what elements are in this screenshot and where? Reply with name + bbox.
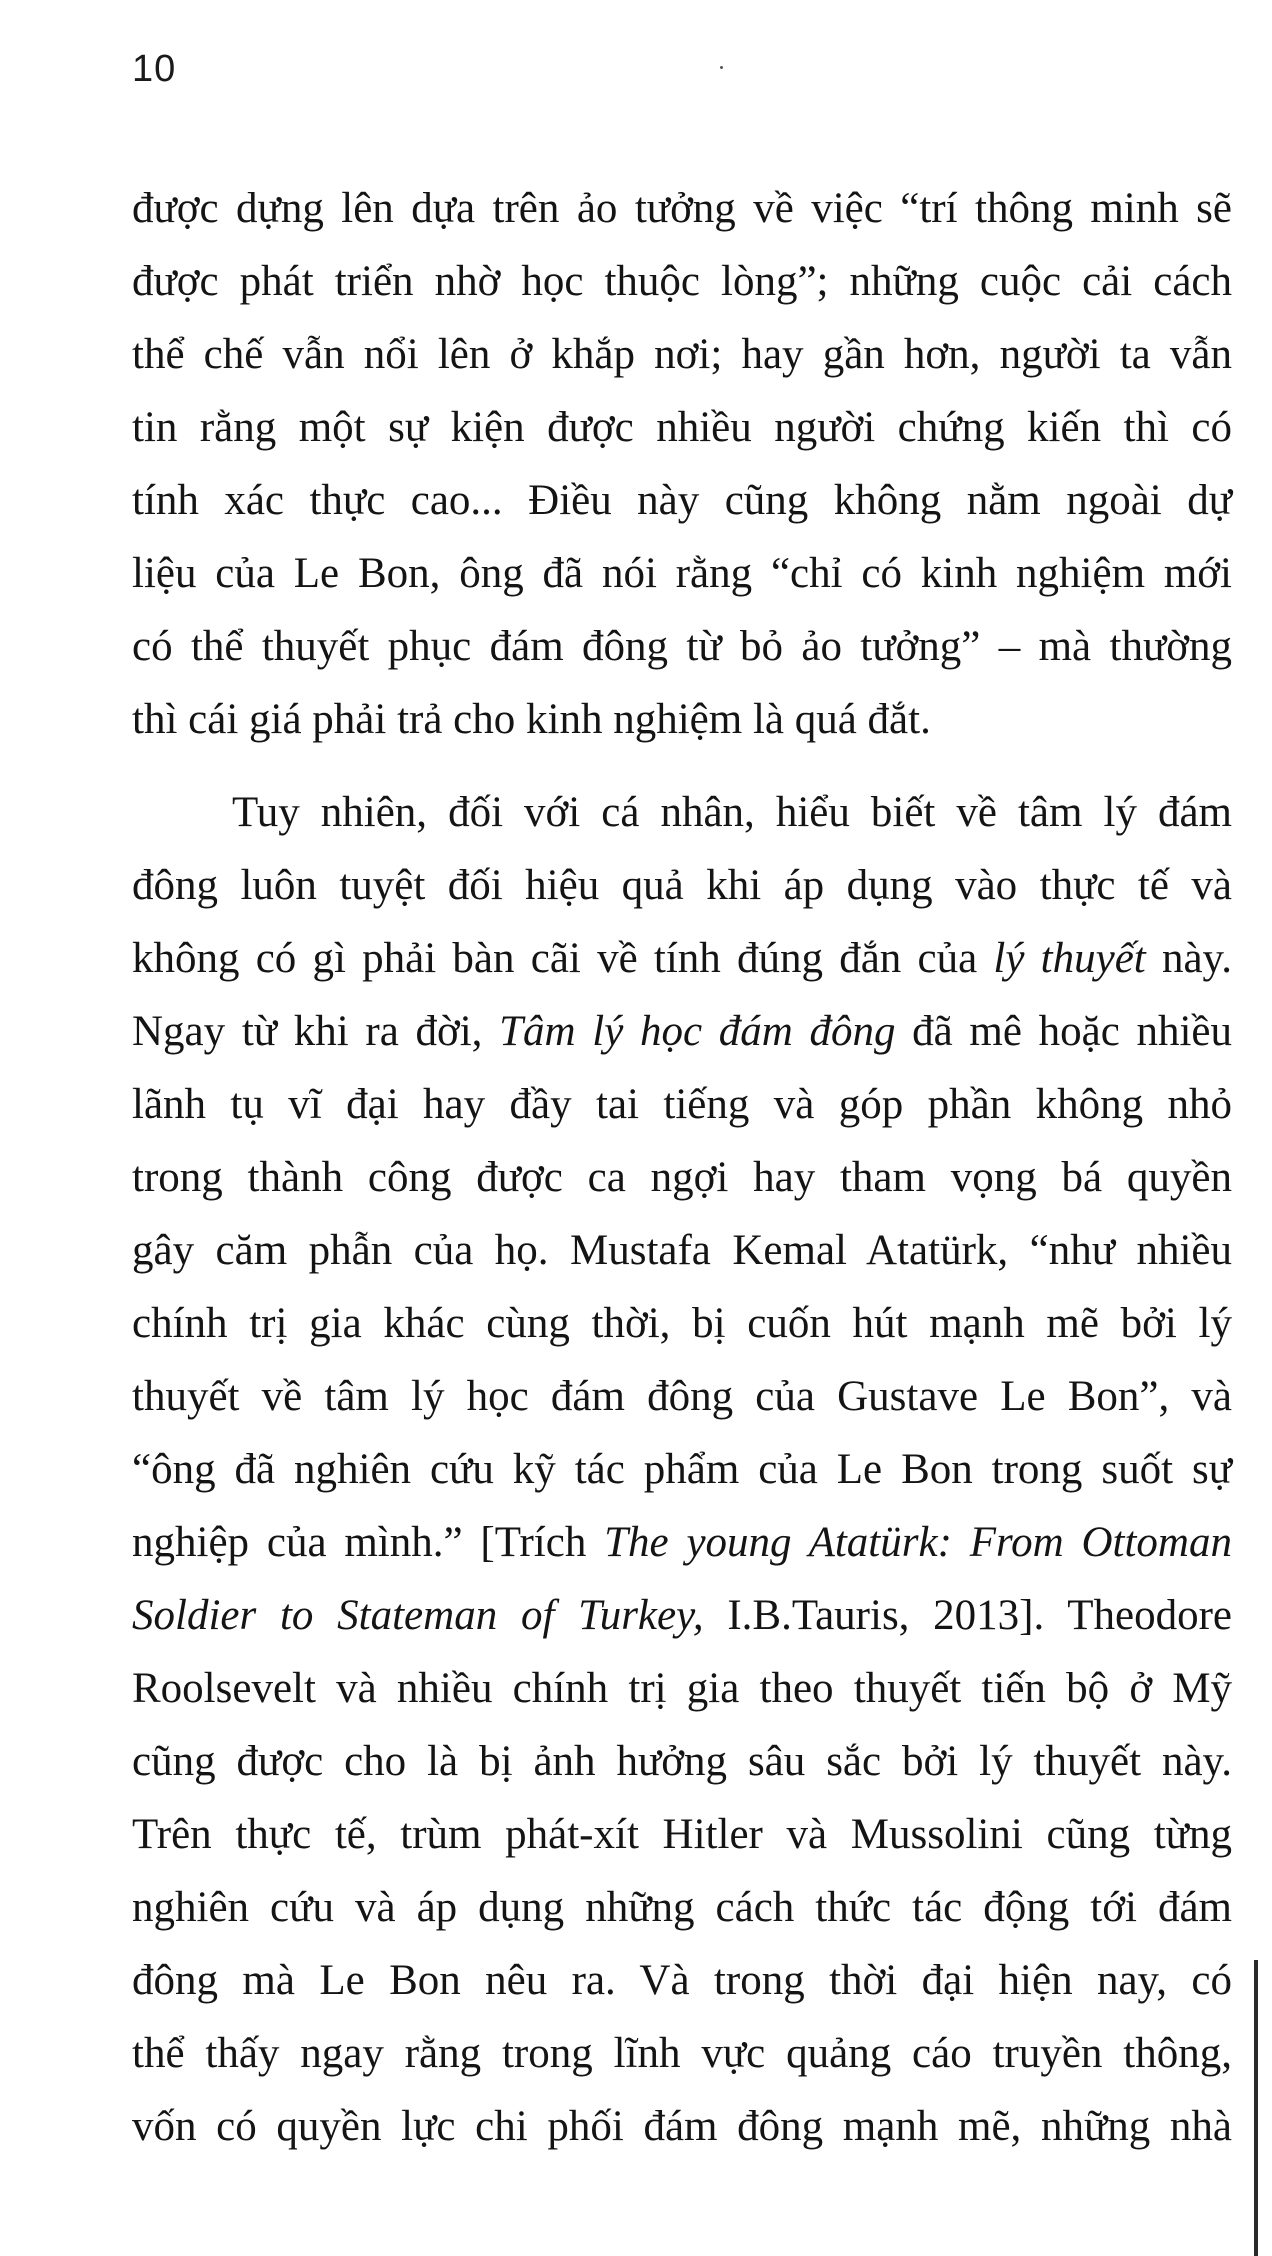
text-line: thuyết về tâm lý học đám đông của Gustave Le Bon”, và: [132, 1373, 1232, 1420]
text-span: Ngay từ khi ra đời,: [132, 1008, 500, 1055]
citation-title-italic: The young Atatürk: From Ottoman: [604, 1519, 1232, 1566]
paragraph-2: [132, 776, 1232, 2163]
text-line: đông mà Le Bon nêu ra. Và trong thời đại hiện nay, có: [132, 1957, 1232, 2004]
paragraph-1: [132, 172, 1232, 756]
text-line: gây căm phẫn của họ. Mustafa Kemal Atatürk, “như nhiều: [132, 1227, 1232, 1274]
text-span: này.: [1145, 935, 1232, 982]
text-span: đã mê hoặc nhiều: [895, 1008, 1233, 1055]
text-line: chính trị gia khác cùng thời, bị cuốn hút mạnh mẽ bởi lý: [132, 1300, 1232, 1347]
text-line: thể chế vẫn nổi lên ở khắp nơi; hay gần hơn, người ta vẫn: [132, 331, 1232, 378]
text-line: nghiên cứu và áp dụng những cách thức tác động tới đám: [132, 1884, 1232, 1931]
citation-title-italic: Soldier to Stateman of Turkey,: [132, 1592, 704, 1639]
text-line: Trên thực tế, trùm phát-xít Hitler và Mussolini cũng từng: [132, 1811, 1232, 1858]
book-title-italic: Tâm lý học đám đông: [499, 1008, 896, 1055]
text-line: [132, 922, 1232, 995]
italic-term: lý thuyết: [993, 935, 1146, 982]
text-line: [132, 1506, 1232, 1579]
paragraph-gap: [132, 756, 1232, 776]
text-line: Tuy nhiên, đối với cá nhân, hiểu biết về tâm lý đám: [232, 789, 1232, 836]
text-line: lãnh tụ vĩ đại hay đầy tai tiếng và góp phần không nhỏ: [132, 1081, 1232, 1128]
text-line: [132, 1579, 1232, 1652]
text-line: trong thành công được ca ngợi hay tham vọng bá quyền: [132, 1154, 1232, 1201]
text-span: không có gì phải bàn cãi về tính đúng đắn của: [132, 935, 994, 982]
text-line: tính xác thực cao... Điều này cũng không nằm ngoài dự: [132, 477, 1232, 524]
scan-speck: [720, 66, 723, 69]
text-line: cũng được cho là bị ảnh hưởng sâu sắc bởi lý thuyết này.: [132, 1738, 1232, 1785]
page-edge-shadow: [1254, 1960, 1258, 2256]
text-line: vốn có quyền lực chi phối đám đông mạnh mẽ, những nhà: [132, 2103, 1232, 2150]
text-line: [132, 995, 1232, 1068]
text-line: đông luôn tuyệt đối hiệu quả khi áp dụng vào thực tế và: [132, 862, 1232, 909]
page-number: 10: [132, 48, 177, 90]
text-line: liệu của Le Bon, ông đã nói rằng “chỉ có kinh nghiệm mới: [132, 550, 1232, 597]
text-span: I.B.Tauris, 2013]. Theodore: [703, 1592, 1232, 1639]
text-span: nghiệp của mình.” [Trích: [132, 1519, 605, 1566]
body-text: [132, 172, 1232, 2163]
text-line: thì cái giá phải trả cho kinh nghiệm là quá đắt.: [132, 696, 931, 743]
text-line: “ông đã nghiên cứu kỹ tác phẩm của Le Bon trong suốt sự: [132, 1446, 1232, 1493]
text-line: tin rằng một sự kiện được nhiều người chứng kiến thì có: [132, 404, 1232, 451]
text-line: thể thấy ngay rằng trong lĩnh vực quảng cáo truyền thông,: [132, 2030, 1232, 2077]
text-line: Roolsevelt và nhiều chính trị gia theo thuyết tiến bộ ở Mỹ: [132, 1665, 1232, 1712]
text-line: được dựng lên dựa trên ảo tưởng về việc “trí thông minh sẽ: [132, 185, 1232, 232]
text-line: được phát triển nhờ học thuộc lòng”; những cuộc cải cách: [132, 258, 1232, 305]
text-line: có thể thuyết phục đám đông từ bỏ ảo tưởng” – mà thường: [132, 623, 1232, 670]
